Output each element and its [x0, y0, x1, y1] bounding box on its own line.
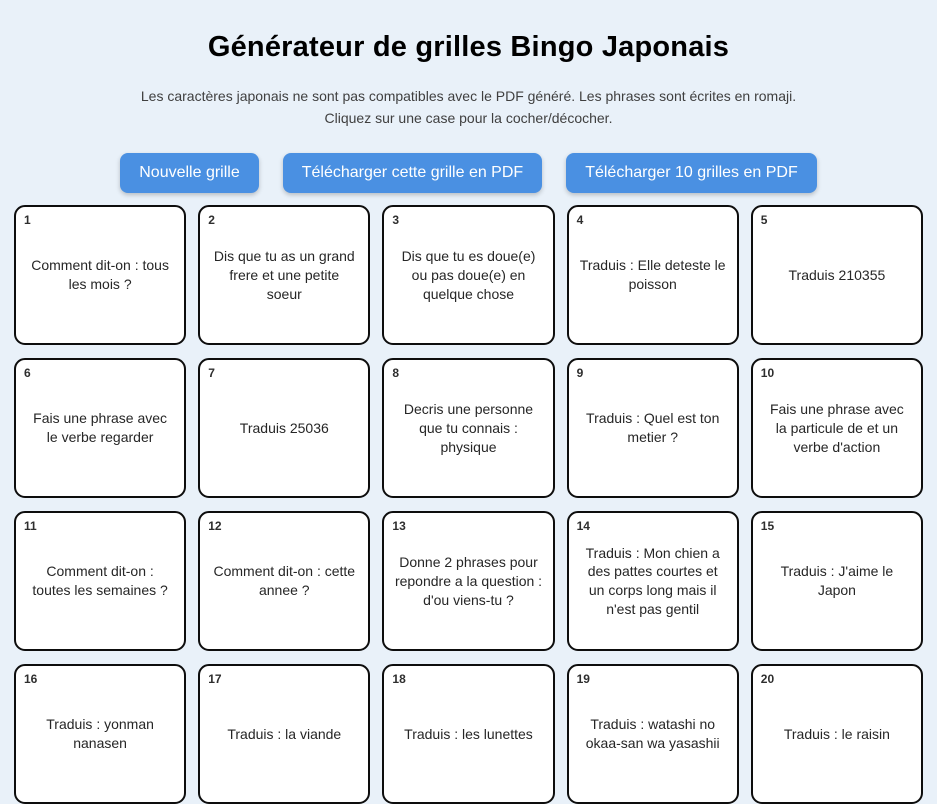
cell-number: 20: [760, 672, 775, 687]
cell-text: Traduis : J'aime le Japon: [780, 563, 894, 599]
cell-text: Traduis : Quel est ton metier ?: [586, 410, 720, 446]
toolbar: [0, 153, 937, 193]
cell-text: Fais une phrase avec le verbe regarder: [33, 410, 168, 446]
bingo-cell[interactable]: [567, 511, 739, 651]
bingo-cell[interactable]: [751, 511, 923, 651]
cell-text: Traduis 210355: [788, 266, 886, 283]
cell-number: 10: [760, 366, 775, 381]
bingo-cell[interactable]: [382, 664, 554, 804]
bingo-cell[interactable]: [382, 358, 554, 498]
cell-number: 5: [760, 213, 768, 228]
bingo-cell[interactable]: [14, 664, 186, 804]
cell-number: 19: [576, 672, 590, 687]
cell-number: 14: [576, 519, 590, 534]
bingo-cell[interactable]: [198, 205, 370, 345]
cell-text: Comment dit-on : cette annee ?: [213, 563, 356, 599]
cell-number: 13: [392, 519, 406, 534]
bingo-cell[interactable]: [751, 205, 923, 345]
cell-number: 6: [24, 366, 31, 381]
bingo-cell[interactable]: [567, 358, 739, 498]
cell-text: Comment dit-on : toutes les semaines ?: [32, 563, 168, 599]
cell-number: 4: [576, 213, 584, 228]
bingo-cell[interactable]: [567, 664, 739, 804]
cell-text: Donne 2 phrases pour repondre a la question : d'ou viens-tu ?: [394, 554, 543, 608]
subtitle-line-2: Cliquez sur une case pour la cocher/décocher.: [324, 109, 613, 126]
download-10-grids-pdf-button[interactable]: Télécharger 10 grilles en PDF: [566, 153, 817, 193]
bingo-cell[interactable]: [567, 205, 739, 345]
new-grid-button[interactable]: Nouvelle grille: [120, 153, 259, 193]
cell-number: 8: [392, 366, 400, 381]
cell-text: Dis que tu as un grand frere et une petite soeur: [213, 248, 355, 302]
cell-text: Traduis : Elle deteste le poisson: [579, 257, 726, 293]
cell-number: 3: [392, 213, 400, 228]
bingo-cell[interactable]: [751, 664, 923, 804]
bingo-cell[interactable]: [14, 511, 186, 651]
cell-text: Traduis : le raisin: [783, 725, 890, 742]
cell-text: Fais une phrase avec la particule de et un verbe d'action: [769, 401, 904, 455]
cell-text: Traduis : Mon chien a des pattes courtes et un corps long mais il n'est pas gentil: [585, 544, 720, 618]
download-grid-pdf-button[interactable]: Télécharger cette grille en PDF: [283, 153, 542, 193]
cell-number: 1: [24, 213, 31, 228]
cell-text: Decris une personne que tu connais : physique: [403, 401, 534, 455]
cell-number: 2: [208, 213, 215, 228]
cell-text: Traduis : la viande: [227, 725, 342, 742]
bingo-cell[interactable]: [14, 205, 186, 345]
cell-text: Traduis 25036: [239, 419, 329, 436]
bingo-cell[interactable]: [751, 358, 923, 498]
subtitle-line-1: Les caractères japonais ne sont pas compatibles avec le PDF généré. Les phrases sont écrites en romaji.: [140, 88, 797, 104]
cell-number: 11: [24, 519, 37, 534]
page-title: Générateur de grilles Bingo Japonais: [207, 31, 730, 63]
cell-text: Traduis : watashi no okaa-san wa yasashii: [585, 716, 720, 752]
cell-number: 15: [760, 519, 775, 534]
cell-number: 9: [576, 366, 584, 381]
page-subtitle: [40, 86, 897, 129]
cell-number: 18: [392, 672, 406, 687]
bingo-cell[interactable]: [382, 205, 554, 345]
cell-number: 12: [208, 519, 222, 534]
cell-text: Traduis : yonman nanasen: [46, 716, 154, 752]
cell-number: 7: [208, 366, 215, 381]
cell-text: Dis que tu es doue(e) ou pas doue(e) en quelque chose: [401, 248, 536, 302]
cell-number: 17: [208, 672, 222, 687]
cell-text: Traduis : les lunettes: [404, 725, 533, 742]
bingo-cell[interactable]: [198, 511, 370, 651]
bingo-cell[interactable]: [382, 511, 554, 651]
bingo-cell[interactable]: [198, 664, 370, 804]
cell-number: 16: [24, 672, 38, 687]
cell-text: Comment dit-on : tous les mois ?: [31, 257, 169, 293]
bingo-cell[interactable]: [198, 358, 370, 498]
bingo-grid: [14, 205, 923, 804]
bingo-cell[interactable]: [14, 358, 186, 498]
